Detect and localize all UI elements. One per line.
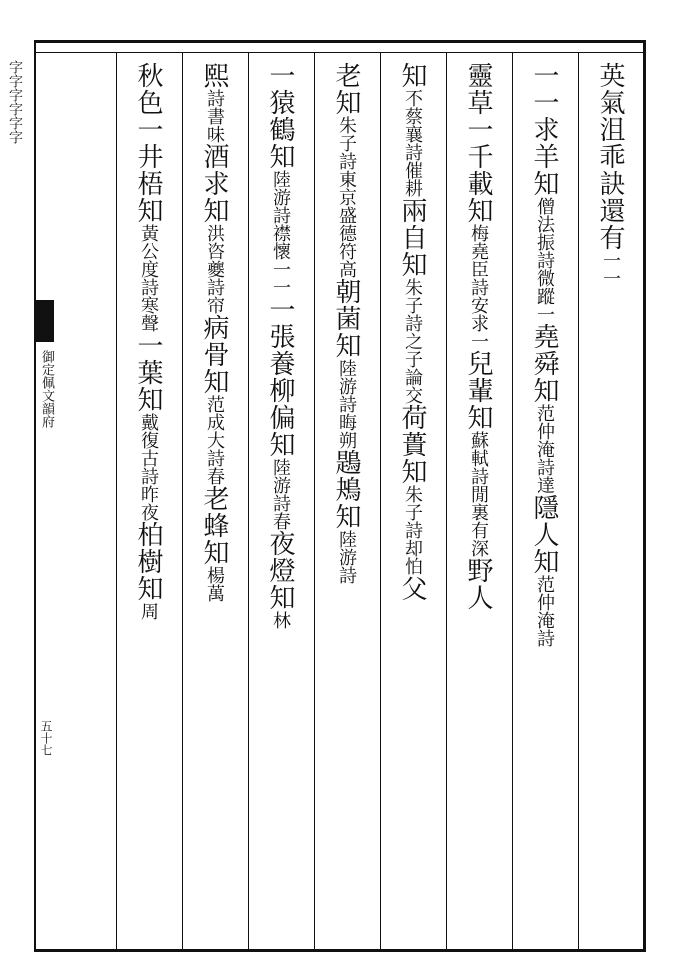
text-column — [260, 62, 300, 942]
annotation-text: 不蔡襄詩催耕 — [402, 89, 423, 197]
entry-text: 酒求知 — [199, 143, 229, 224]
annotation-text: 陸游詩 — [336, 530, 357, 584]
annotation-text: 范仲淹詩達 — [534, 404, 555, 494]
entry-text: 柏樹知 — [133, 521, 163, 602]
text-column — [128, 62, 168, 942]
entry-text: 知 — [397, 62, 427, 89]
entry-text: 秋色一井梧知 — [133, 62, 163, 224]
entry-text: 父 — [397, 575, 427, 602]
entry-text: 兩自知 — [397, 197, 427, 278]
annotation-text: 陸游詩晦朔 — [336, 359, 357, 449]
entry-text: 熙 — [199, 62, 229, 89]
text-column — [524, 62, 564, 942]
text-column — [194, 62, 234, 942]
text-column — [326, 62, 366, 942]
column-rule — [446, 52, 447, 950]
column-rule — [182, 52, 183, 950]
entry-text: 兒輩知 — [463, 350, 493, 431]
annotation-text: 梅堯臣詩安求一 — [468, 224, 489, 350]
entry-text: 老知 — [331, 62, 361, 116]
annotation-text: 陸游詩春 — [270, 458, 291, 530]
column-rule — [314, 52, 315, 950]
annotation-text: 蘇軾詩閒裏有深 — [468, 431, 489, 557]
annotation-text: 范仲淹詩 — [534, 575, 555, 647]
column-rule — [380, 52, 381, 950]
entry-text: 夜燈知 — [265, 530, 295, 611]
entry-text: 一猿鶴知 — [265, 62, 295, 170]
text-column — [392, 62, 432, 942]
annotation-text: 周 — [138, 602, 159, 620]
fishtail-mark — [34, 300, 54, 342]
annotation-text: 僧法振詩微蹤一 — [534, 197, 555, 323]
annotation-text: 黃公度詩寒聲 — [138, 224, 159, 332]
entry-text: 堯舜知 — [529, 323, 559, 404]
entry-text: 野人 — [463, 557, 493, 611]
column-rule — [512, 52, 513, 950]
annotation-text: 朱子詩之子論交 — [402, 278, 423, 404]
annotation-text: 林 — [270, 611, 291, 629]
annotation-text: 戴復古詩昨夜 — [138, 413, 159, 521]
margin-title: 御定佩文韻府 — [39, 350, 54, 428]
entry-text: 一張養柳偏知 — [265, 296, 295, 458]
annotation-text: 洪咨夔詩帘 — [204, 224, 225, 314]
entry-text: 一葉知 — [133, 332, 163, 413]
entry-text: 英氣沮乖訣還有 — [595, 62, 625, 251]
entry-text: 靈草一千載知 — [463, 62, 493, 224]
column-rule — [116, 52, 117, 950]
annotation-text: 陸游詩襟懷一一 — [270, 170, 291, 296]
annotation-text: 朱子詩東京盛德符高 — [336, 116, 357, 278]
entry-text: 病骨知 — [199, 314, 229, 395]
annotation-text: 楊萬 — [204, 566, 225, 602]
text-column — [458, 62, 498, 942]
entry-text: 老蜂知 — [199, 485, 229, 566]
text-column — [590, 62, 630, 942]
entry-text: 一一求羊知 — [529, 62, 559, 197]
folio-number: 五十七 — [39, 720, 53, 756]
annotation-text: 詩書味 — [204, 89, 225, 143]
entry-text: 鶗鴂知 — [331, 449, 361, 530]
annotation-text: 范成大詩春 — [204, 395, 225, 485]
entry-text: 隱人知 — [529, 494, 559, 575]
column-rule — [578, 52, 579, 950]
inner-top-rule — [34, 52, 646, 53]
edge-glyphs: 字字字字字字 — [7, 60, 23, 144]
annotation-text: 朱子詩却怕 — [402, 485, 423, 575]
column-rule — [248, 52, 249, 950]
entry-text: 朝菌知 — [331, 278, 361, 359]
entry-text: 荷蕢知 — [397, 404, 427, 485]
annotation-text: 一一 — [600, 251, 621, 287]
